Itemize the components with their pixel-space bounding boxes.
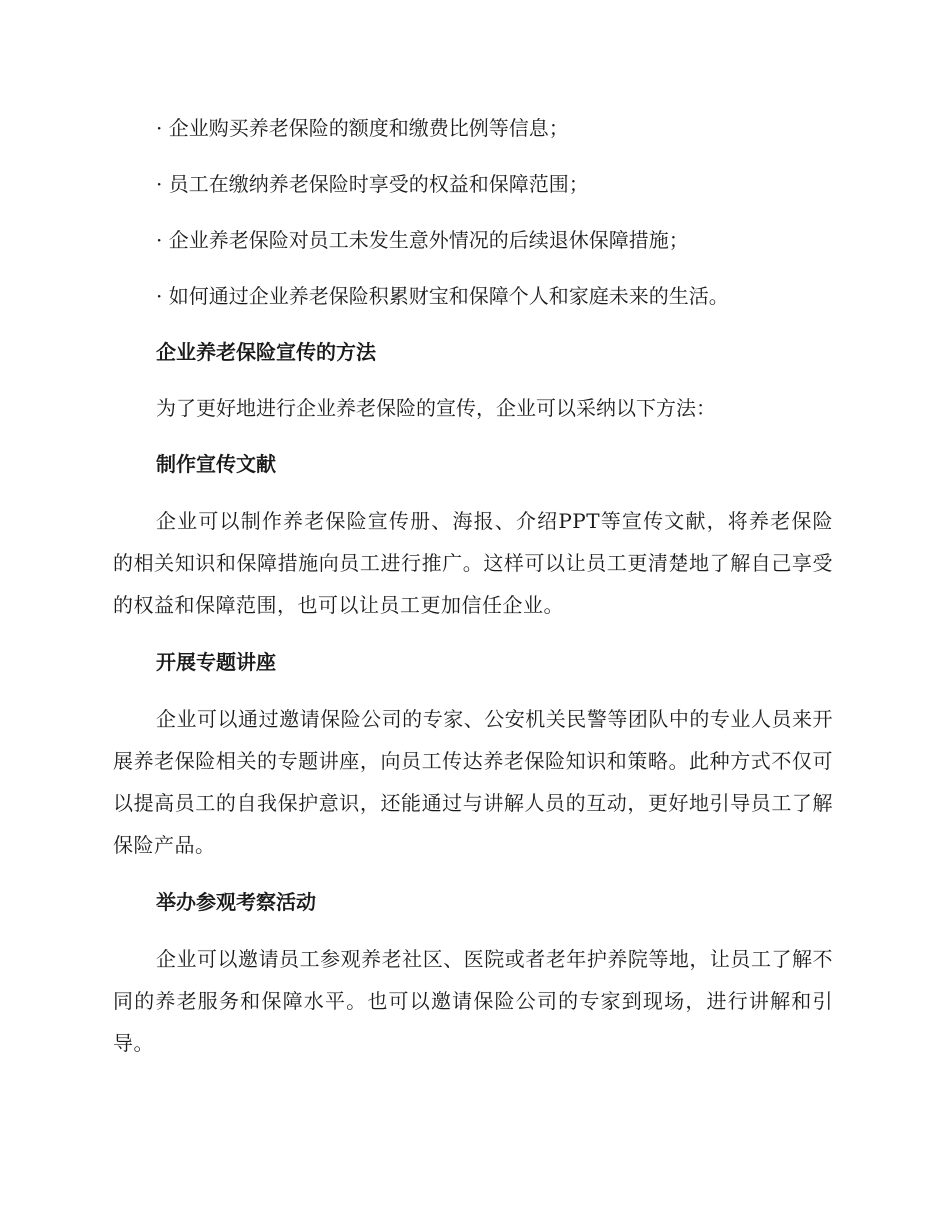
method-text-brochure: 企业可以制作养老保险宣传册、海报、介绍PPT等宣传文献，将养老保险的相关知识和保障措施向员工进行推广。这样可以让员工更清楚地了解自己享受的权益和保障范围，也可以让员工更加信任企业。: [113, 509, 833, 617]
bullet-item: · 员工在缴纳养老保险时享受的权益和保障范围；: [156, 172, 589, 196]
section-heading: 企业养老保险宣传的方法: [156, 340, 376, 364]
bullet-item: · 如何通过企业养老保险积累财宝和保障个人和家庭未来的生活。: [156, 284, 729, 308]
document-page: [113, 108, 833, 1080]
method-text-visit: 企业可以邀请员工参观养老社区、医院或者老年护养院等地，让员工了解不同的养老服务和保障水平。也可以邀请保险公司的专家到现场，进行讲解和引导。: [113, 947, 833, 1055]
method-heading-visit: 举办参观考察活动: [156, 890, 316, 914]
bullet-item: · 企业养老保险对员工未发生意外情况的后续退休保障措施；: [156, 228, 689, 252]
method-heading-brochure: 制作宣传文献: [156, 452, 276, 476]
method-text-lecture: 企业可以通过邀请保险公司的专家、公安机关民警等团队中的专业人员来开展养老保险相关的专题讲座，向员工传达养老保险知识和策略。此种方式不仅可以提高员工的自我保护意识，还能通过与讲解人员的互动，更好地引导员工了解保险产品。: [113, 707, 833, 857]
section-intro: 为了更好地进行企业养老保险的宣传，企业可以采纳以下方法：: [156, 396, 716, 420]
method-heading-lecture: 开展专题讲座: [156, 650, 276, 674]
bullet-item: · 企业购买养老保险的额度和缴费比例等信息；: [156, 116, 569, 140]
